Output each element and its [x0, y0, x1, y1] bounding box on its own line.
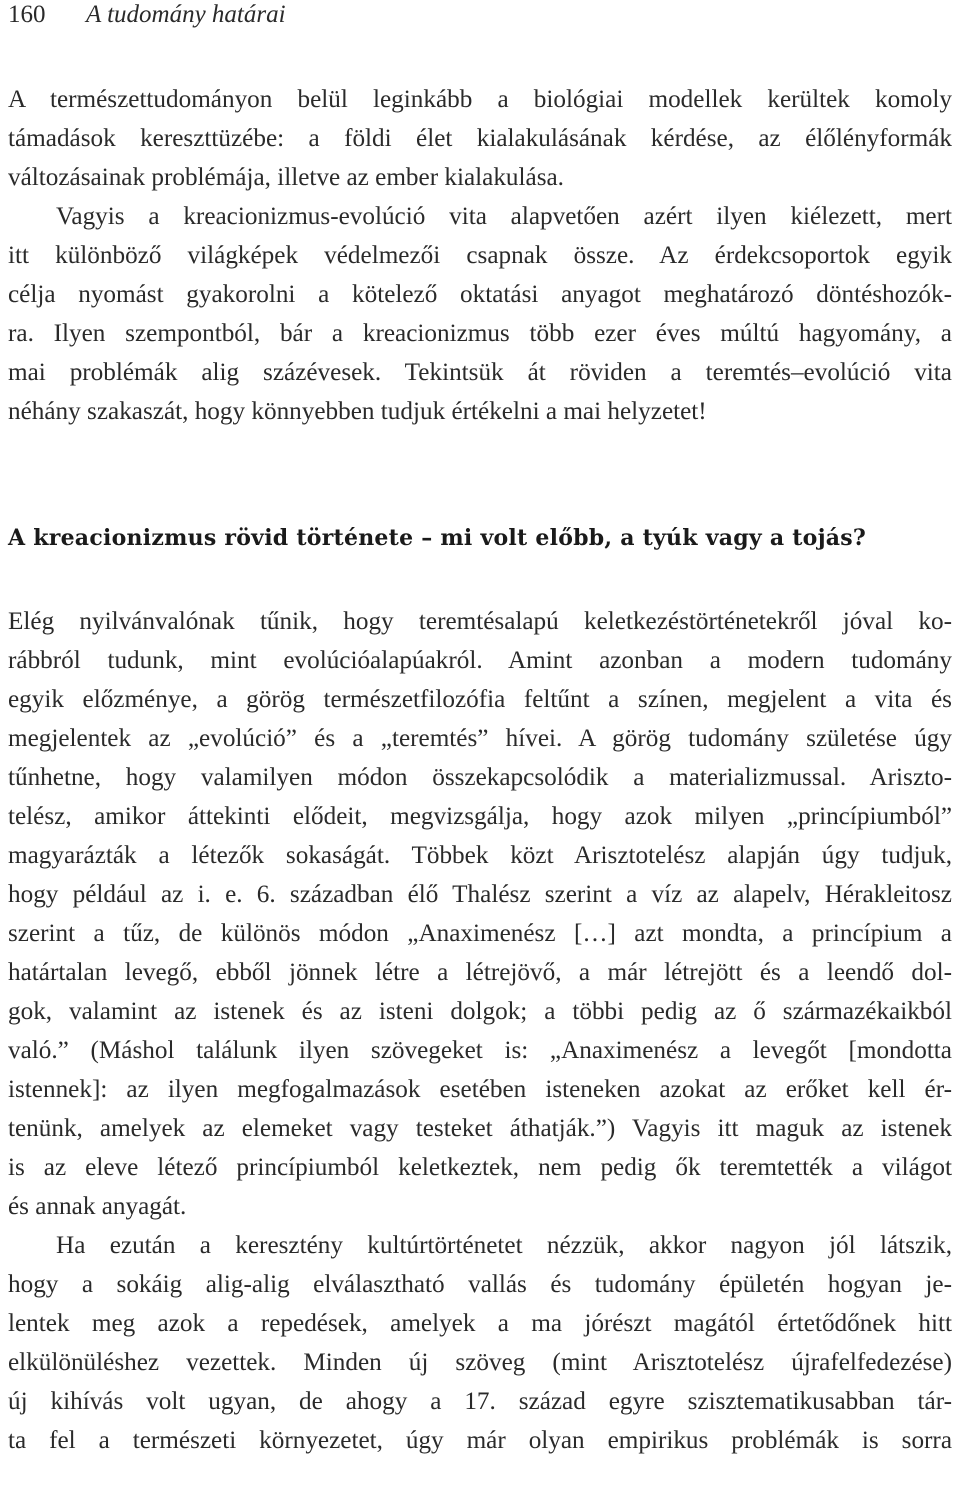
running-title: A tudomány határai — [86, 1, 286, 28]
text-line: célja nyomást gyakorolni a kötelező oktatási anyagot meghatározó döntéshozók- — [8, 281, 952, 308]
text-line: is az eleve létező princípiumból keletkeztek, nem pedig ők teremtették a világot — [8, 1154, 952, 1181]
section-paragraphs — [8, 602, 952, 1460]
text-line: tűnhetne, hogy valamilyen módon összekapcsolódik a materializmussal. Arisztо- — [8, 764, 952, 791]
text-line: A természettudományon belül leginkább a biológiai modellek kerültek komoly — [8, 86, 952, 113]
text-line: ta fel a természeti környezetet, úgy már olyan empirikus problémák is sorra — [8, 1427, 952, 1454]
text-line: megjelentek az „evolúció” és a „teremtés” hívei. A görög tudomány születése úgy — [8, 725, 952, 752]
text-line: támadások kereszttüzébe: a földi élet kialakulásának kérdése, az élőlényformák — [8, 125, 952, 152]
text-line: való.” (Máshol találunk ilyen szövegeket is: „Anaximenész a levegőt [mondotta — [8, 1037, 952, 1064]
text-line: Elég nyilvánvalónak tűnik, hogy teremtésalapú keletkezéstörténetekről jóval ko- — [8, 608, 952, 635]
text-line: néhány szakaszát, hogy könnyebben tudjuk értékelni a mai helyzetet! — [8, 398, 707, 425]
text-line: határtalan levegő, ebből jönnek létre a létrejövő, a már létrejött és a leendő dol- — [8, 959, 952, 986]
text-line: szerint a tűz, de különös módon „Anaximenész […] azt mondta, a princípium a — [8, 920, 952, 947]
section-heading: A kreacionizmus rövid története – mi volt előbb, a tyúk vagy a tojás? — [8, 525, 867, 551]
running-head — [8, 0, 286, 30]
text-line: itt különböző világképek védelmezői csapnak össze. Az érdekcsoportok egyik — [8, 242, 952, 269]
text-line: rábbról tudunk, mint evolúcióalapúakról. Amint azonban a modern tudomány — [8, 647, 952, 674]
text-line: tenünk, amelyek az elemeket vagy testeket áthatják.”) Vagyis itt maguk az istenek — [8, 1115, 952, 1142]
text-line: mai problémák alig százévesek. Tekintsük át röviden a teremtés–evolúció vita — [8, 359, 952, 386]
text-line: változásainak problémája, illetve az ember kialakulása. — [8, 164, 564, 191]
text-line: egyik előzménye, a görög természetfilozófia feltűnt a színen, megjelent a vita és — [8, 686, 952, 713]
text-line: istennek]: az ilyen megfogalmazások esetében isteneken azokat az erőket kell ér- — [8, 1076, 952, 1103]
text-line: elkülönüléshez vezettek. Minden új szöveg (mint Arisztotelész újrafelfedezése) — [8, 1349, 952, 1376]
text-line: hogy a sokáig alig-alig elválasztható vallás és tudomány épületén hogyan je- — [8, 1271, 952, 1298]
text-line: hogy például az i. e. 6. században élő Thalész szerint a víz az alapelv, Hérakleitosz — [8, 881, 952, 908]
text-line: és annak anyagát. — [8, 1193, 187, 1220]
text-line: gok, valamint az istenek és az isteni dolgok; a többi pedig az ő származékaikból — [8, 998, 952, 1025]
text-line: lentek meg azok a repedések, amelyek a ma jórészt magától értetődőnek hitt — [8, 1310, 952, 1337]
text-line: magyarázták a létezők sokaságát. Többek közt Arisztotelész alapján úgy tudjuk, — [8, 842, 952, 869]
text-line: telész, amikor áttekinti elődeit, megvizsgálja, hogy azok milyen „princípiumból” — [8, 803, 952, 830]
text-line: új kihívás volt ugyan, de ahogy a 17. század egyre szisztematikusabban tár- — [8, 1388, 952, 1415]
text-line: ra. Ilyen szempontból, bár a kreacionizmus több ezer éves múltú hagyomány, a — [8, 320, 952, 347]
text-line: Vagyis a kreacionizmus-evolúció vita alapvetően azért ilyen kiélezett, mert — [56, 203, 952, 230]
intro-paragraphs — [8, 80, 952, 431]
page-number: 160 — [8, 1, 46, 28]
text-line: Ha ezután a keresztény kultúrtörténetet nézzük, akkor nagyon jól látszik, — [56, 1232, 952, 1259]
